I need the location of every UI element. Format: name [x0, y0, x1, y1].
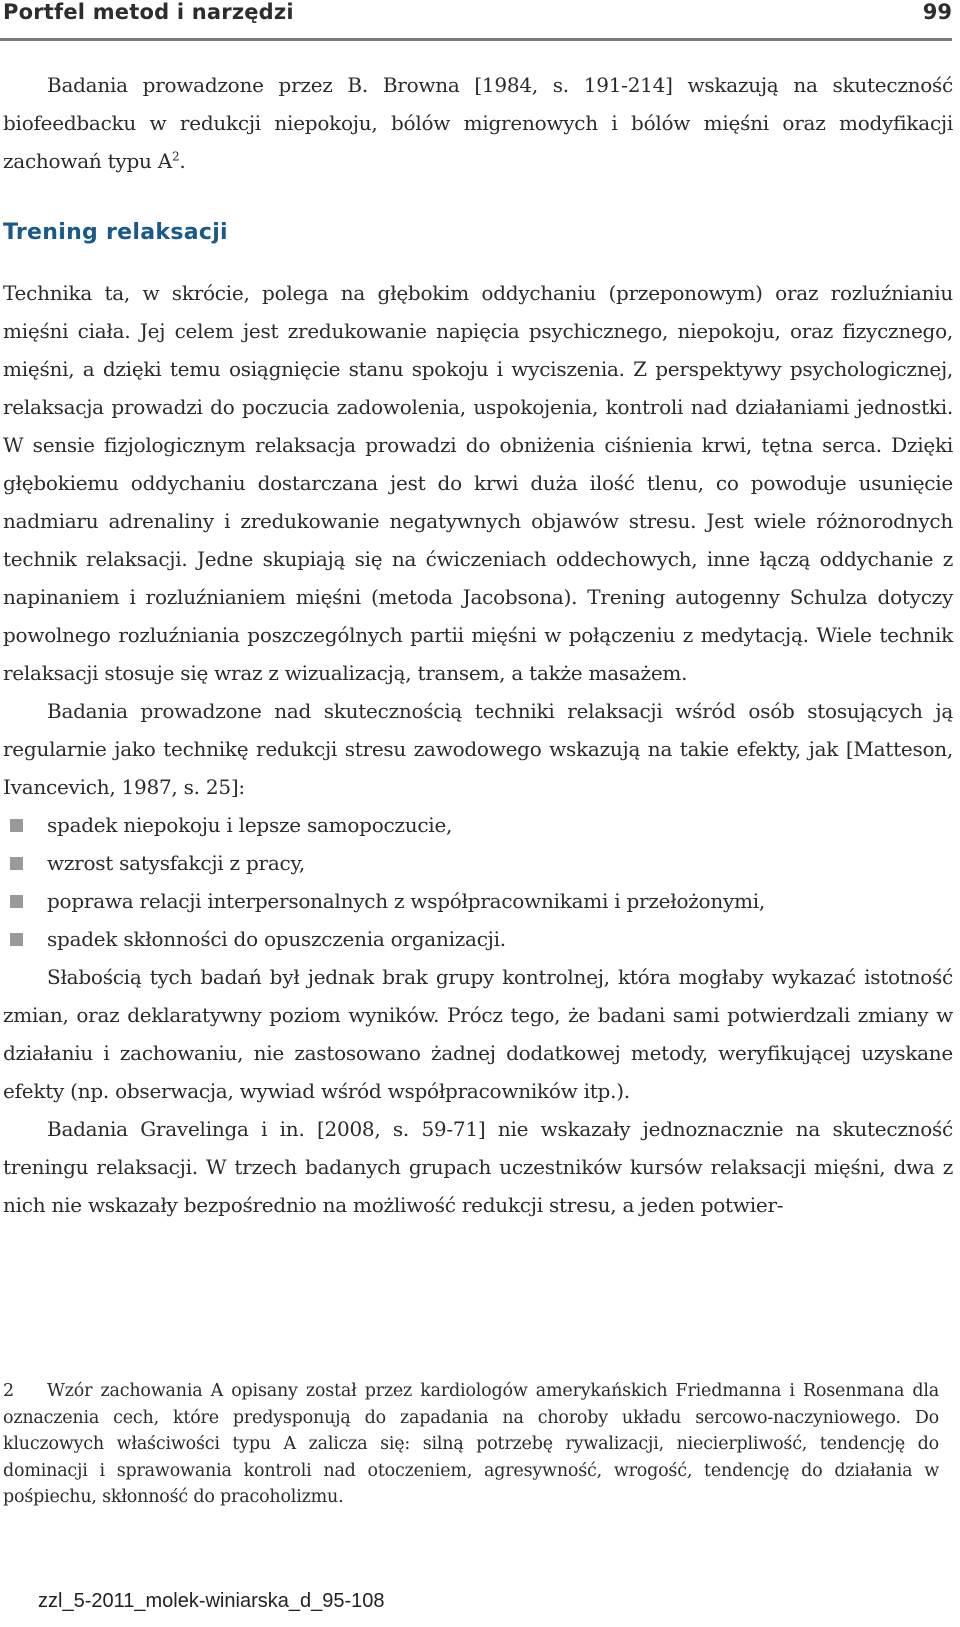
paragraph-graveling: Badania Gravelinga i in. [2008, s. 59-71] nie wskazały jednoznacznie na skuteczność treningu relaksacji. W trzech badanych grupach uczestników kursów relaksacji mięśni, dwa z nich nie wskazały bezpośrednio na możliwość redukcji stresu, a jeden potwier- [3, 1117, 953, 1217]
file-label: zzl_5-2011_molek-winiarska_d_95-108 [38, 1590, 385, 1612]
list-item [3, 844, 953, 882]
page-header [0, 0, 952, 41]
square-bullet-icon [10, 895, 23, 908]
paragraph-weakness: Słabością tych badań był jednak brak grupy kontrolnej, która mogłaby wykazać istotność zmian, oraz deklaratywny poziom wyników. Prócz tego, że badani sami potwierdzali zmiany w działaniu i zachowaniu, nie zastosowano żadnej dodatkowej metody, weryfikującej uzyskane efekty (np. obserwacja, wywiad wśród współpracowników itp.). [3, 965, 953, 1103]
paragraph-technique: Technika ta, w skrócie, polega na głębokim oddychaniu (przeponowym) oraz rozluźnianiu mięśni ciała. Jej celem jest zredukowanie napięcia psychicznego, niepokoju, oraz fizycznego, mięśni, a dzięki temu osiągnięcie stanu spokoju i wyciszenia. Z perspektywy psychologicznej, relaksacja prowadzi do poczucia zadowolenia, uspokojenia, kontroli nad działaniami jednostki. W sensie fizjologicznym relaksacja prowadzi do obniżenia ciśnienia krwi, tętna serca. Dzięki głębokiemu oddychaniu dostarczana jest do krwi duża ilość tlenu, co powoduje usunięcie nadmiaru adrenaliny i zredukowanie negatywnych objawów stresu. Jest wiele różnorodnych technik relaksacji. Jedne skupiają się na ćwiczeniach oddechowych, inne łączą oddychanie z napinaniem i rozluźnianiem mięśni (metoda Jacobsona). Trening autogenny Schulza dotyczy powolnego rozluźniania poszczególnych partii mięśni w połączeniu z medytacją. Wiele technik relaksacji stosuje się wraz z wizualizacją, transem, a także masażem. [3, 281, 953, 685]
intro-paragraph [3, 66, 953, 180]
list-item-text: spadek niepokoju i lepsze samopoczucie, [47, 813, 453, 837]
square-bullet-icon [10, 857, 23, 870]
footnote-number: 2 [3, 1381, 14, 1401]
running-title: Portfel metod i narzędzi [3, 0, 294, 24]
effects-list [3, 806, 953, 958]
footnote-text: Wzór zachowania A opisany został przez kardiologów amerykańskich Friedmanna i Rosenmana dla oznaczenia cech, które predysponują do zapadania na choroby układu sercowo-naczyniowego. Do kluczowych właściwości typu A zalicza się: silną potrzebę rywalizacji, niecierpliwość, tendencję do dominacji i sprawowania kontroli nad otoczeniem, agresywność, wrogość, tendencję do działania w pośpiechu, skłonność do pracoholizmu. [3, 1381, 939, 1507]
list-item [3, 920, 953, 958]
section-heading: Trening relaksacji [3, 220, 228, 245]
list-item-text: poprawa relacji interpersonalnych z współpracownikami i przełożonymi, [47, 889, 765, 913]
list-item [3, 882, 953, 920]
square-bullet-icon [10, 933, 23, 946]
intro-end: . [179, 149, 186, 173]
intro-text: Badania prowadzone przez B. Browna [1984, s. 191-214] wskazują na skuteczność biofeedbacku w redukcji niepokoju, bólów migrenowych i bólów mięśni oraz modyfikacji zachowań typu A [3, 73, 953, 173]
page-number: 99 [922, 0, 952, 24]
footnote [3, 1378, 939, 1511]
footnote-reference: 2 [171, 149, 180, 164]
square-bullet-icon [10, 819, 23, 832]
main-content [3, 66, 953, 1224]
paragraph-research: Badania prowadzone nad skutecznością techniki relaksacji wśród osób stosujących ją regularnie jako technikę redukcji stresu zawodowego wskazują na takie efekty, jak [Matteson, Ivancevich, 1987, s. 25]: [3, 699, 953, 799]
list-item-text: wzrost satysfakcji z pracy, [47, 851, 305, 875]
list-item [3, 806, 953, 844]
list-item-text: spadek skłonności do opuszczenia organizacji. [47, 927, 506, 951]
